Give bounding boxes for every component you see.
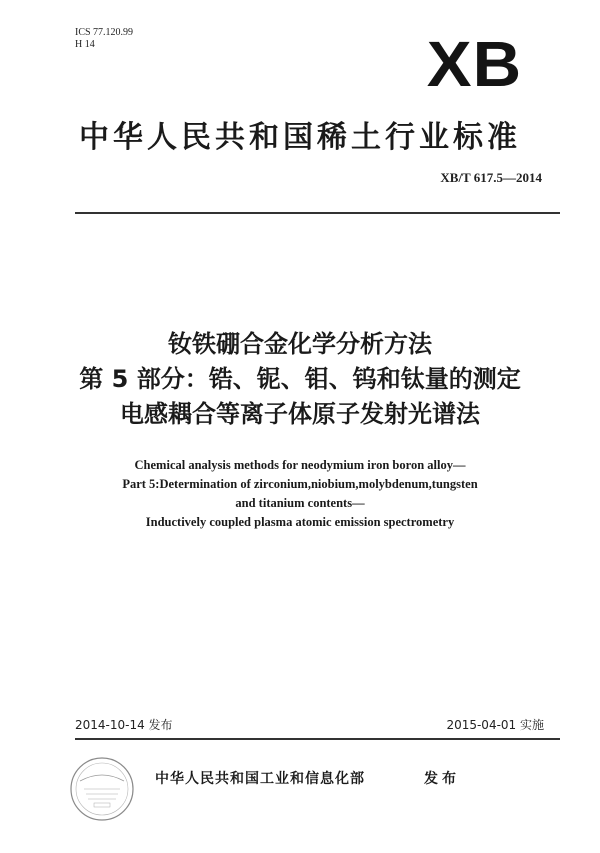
standard-code: XB/T 617.5—2014: [440, 170, 542, 185]
header-divider: [75, 212, 560, 214]
title-en-line-2: Part 5:Determination of zirconium,niobium,molybdenum,tungsten: [122, 477, 478, 491]
title-cn-line-1: 钕铁硼合金化学分析方法: [168, 330, 432, 358]
implementation-date: 2015-04-01 实施: [446, 718, 544, 732]
publisher-name: 中华人民共和国工业和信息化部: [155, 771, 365, 787]
issue-label: 发布: [424, 771, 460, 787]
standard-category-title: 中华人民共和国稀土行业标准: [79, 120, 521, 155]
title-cn-line-2: 第 5 部分：锆、铌、钼、钨和钛量的测定: [79, 365, 521, 393]
footer-divider: [75, 738, 560, 740]
ccs-code: H 14: [75, 39, 95, 50]
ics-code: ICS 77.120.99: [75, 27, 134, 38]
title-en-line-3: and titanium contents—: [235, 496, 365, 510]
issue-date: 2014-10-14 发布: [75, 718, 173, 732]
xb-logo: XB: [426, 28, 523, 100]
classification-codes: [75, 27, 133, 51]
title-en-line-1: Chemical analysis methods for neodymium iron boron alloy—: [134, 458, 466, 472]
stamp-icon: [68, 755, 136, 823]
title-en-line-4: Inductively coupled plasma atomic emission spectrometry: [145, 515, 455, 529]
title-cn-line-3: 电感耦合等离子体原子发射光谱法: [120, 400, 480, 428]
